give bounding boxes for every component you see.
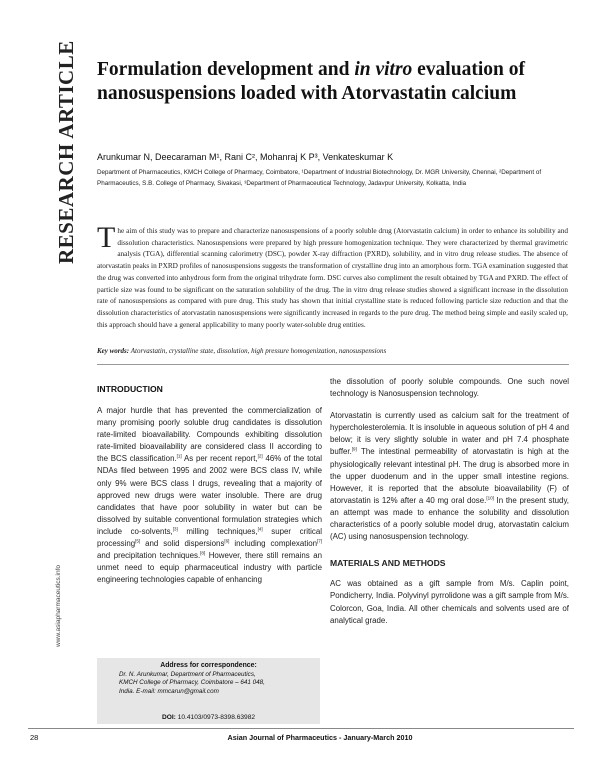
left-column <box>97 384 322 594</box>
doi-value: 10.4103/0973-8398.63982 <box>175 714 256 721</box>
right-para-2: Atorvastatin is currently used as calcium salt for the treatment of hypercholesterolemia. It is insoluble in aqueous solution of pH 4 and below; it is very slightly soluble in water and pH 7.4 phosphate buffer.[9] The intestinal permeability of atorvastatin is high at the physiologically relevant intestinal pH. The drug is absorbed more in the upper duodenum and in the upper small intestine regions. However, it is reported that the absolute bioavailability (F) of atorvastatin is 12% after a 40 mg oral dose.[10] In the present study, an attempt was made to enhance the solubility and dissolution characteristics of a poorly soluble model drug, atorvastatin calcium (AC) using nanosuspension technology. <box>330 411 569 542</box>
keywords <box>97 347 567 355</box>
title-part-2: evaluation of nanosuspensions loaded with Atorvastatin calcium <box>97 59 525 104</box>
title-part-1: Formulation development and <box>97 59 355 80</box>
affiliations: Department of Pharmaceutics, KMCH College of Pharmacy, Coimbatore, ¹Department of Industrial Biotechnology, Dr. MGR University, Chennai, ²Department of Pharmaceutics, S.B. College of Pharmacy, Sivakasi, ³Department of Pharmaceutical Technology, Jadavpur University, Kolkatta, India <box>97 169 542 187</box>
article-type-label: RESEARCH ARTICLE <box>54 40 78 264</box>
doi-box <box>97 712 320 724</box>
footer-divider <box>28 728 574 729</box>
abstract <box>97 221 568 331</box>
journal-url-text: www.asiapharmaceutics.info <box>55 564 62 647</box>
right-column <box>330 376 569 635</box>
correspondence-box <box>97 658 320 712</box>
author-list: Arunkumar N, Deecaraman M¹, Rani C², Mohanraj K P³, Venkateskumar K <box>97 152 394 162</box>
keywords-label: Key words: <box>97 347 130 355</box>
abstract-text: he aim of this study was to prepare and characterize nanosuspensions of a poorly soluble drug (Atorvastatin calcium) in order to enhance its solubility and dissolution characteristics. Nanosuspensions were prepared by high pressure homogenization technique. They were characterized by thermal gravimetric analysis (TGA), differential scanning calorimetry (DSC), powder X-ray diffraction (PXRD), solubility, and in vitro drug release studies. The absence of atorvastatin peaks in PXRD profiles of nanosuspensions suggests the transformation of crystalline drug into an amorphous form. TGA examination suggested that the drug was converted into anhydrous form from the original trihydrate form. DSC curves also compliment the result obtained by TGA and PXRD. The effect of particle size was found to be significant on the saturation solubility of the drug. The in vitro drug release studies showed a significant increase in the dissolution rate of nanosuspensions as compared with pure drug. This study has shown that initial crystalline state is reduced following particle size reduction and that the dissolution characteristics of atorvastatin nanosuspensions were significantly increased in regards to the pure drug. The method being simple and easily scaled up, this approach should have a general applicability to many poorly water-soluble drug entities. <box>97 227 568 329</box>
page-number: 28 <box>30 733 39 742</box>
journal-footer: Asian Journal of Pharmaceutics - January-March 2010 <box>227 733 413 742</box>
keywords-text: Atorvastatin, crystalline state, dissolution, high pressure homogenization, nanosuspensions <box>129 347 387 355</box>
intro-heading: INTRODUCTION <box>97 384 163 394</box>
section-divider <box>97 364 569 365</box>
title-italic: in vitro <box>354 59 413 80</box>
journal-url-vertical <box>52 520 72 650</box>
correspondence-body: Dr. N. Arunkumar, Department of Pharmaceutics, KMCH College of Pharmacy, Coimbatore – 641 048, India. E-mail: mmcarun@gmail.com <box>119 670 265 695</box>
intro-body: A major hurdle that has prevented the commercialization of many promising poorly soluble drug candidates is dissolution rate-limited bioavailability. Compounds exhibiting dissolution rate-limited bioavailability are considered class II according to the BCS classification.[1] As per recent report,[2] 46% of the total NDAs filed between 1995 and 2002 were BCS class IV, while only 9% were BCS class I drugs, revealing that a majority of approved new drugs were water insoluble. There are drug candidates that have poor solubility in water but can be dissolved by suitable conventional formulation strategies which include co-solvents,[3] milling techniques,[4] super critical processing[5] and solid dispersions[6] including complexation[7] and precipitation techniques.[8] However, there still remains an unmet need to equip pharmaceutical industry with particle engineering technologies capable of enhancing <box>97 406 322 585</box>
article-type-banner <box>54 40 82 264</box>
article-title <box>97 58 557 106</box>
right-para-1: the dissolution of poorly soluble compounds. One such novel technology is Nanosuspension technology. <box>330 377 569 399</box>
doi-label: DOI: <box>161 714 176 721</box>
correspondence-heading: Address for correspondence: <box>160 662 257 669</box>
abstract-dropcap: T <box>97 221 116 254</box>
methods-heading: MATERIALS AND METHODS <box>330 558 446 569</box>
right-para-3: AC was obtained as a gift sample from M/s. Caplin point, Pondicherry, India. Polyvinyl pyrrolidone was a gift sample from M/s. Colorcon, Goa, India. All other chemicals and solvents used are of analytical grade. <box>330 579 569 625</box>
